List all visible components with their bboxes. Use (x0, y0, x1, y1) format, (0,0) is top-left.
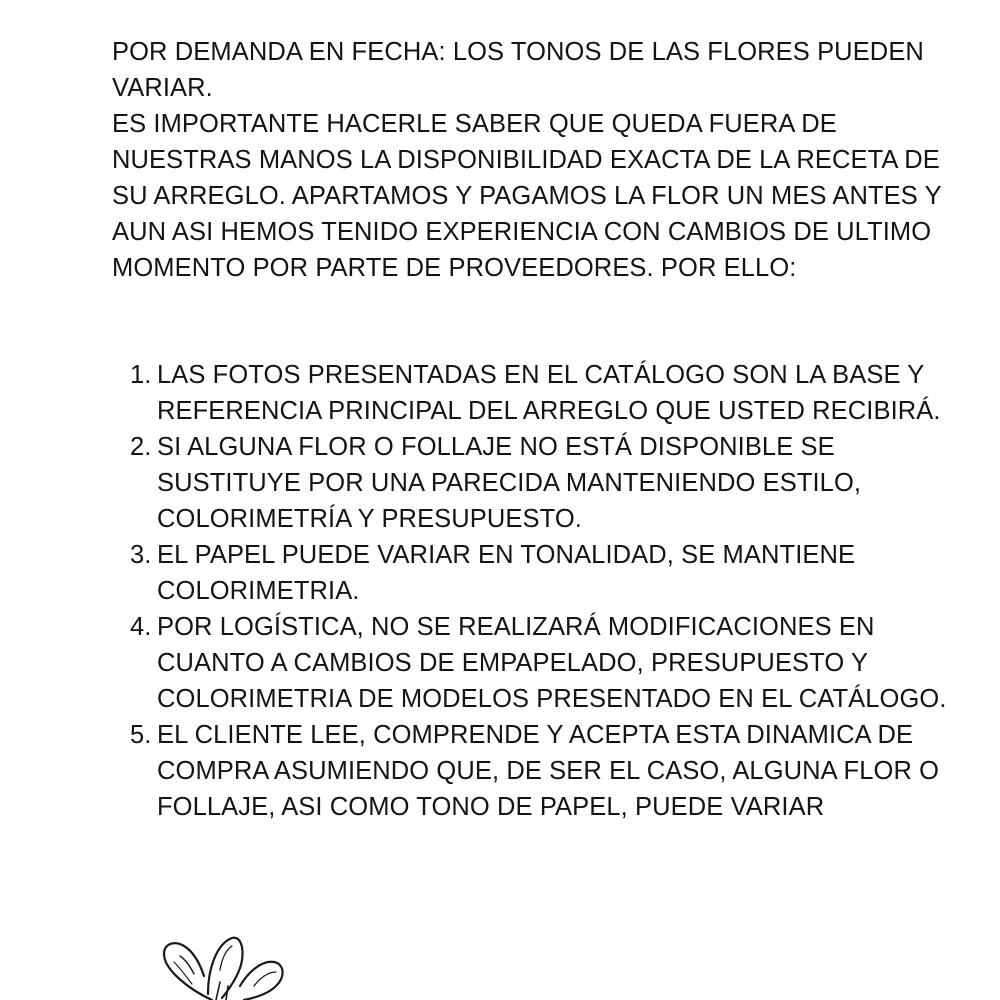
rule-item-1 (130, 357, 960, 429)
rule-text: LAS FOTOS PRESENTADAS EN EL CATÁLOGO SON LA BASE Y REFERENCIA PRINCIPAL DEL ARREGLO QUE USTED RECIBIRÁ. (157, 361, 941, 425)
rule-number: 5. (130, 721, 152, 749)
rule-item-2 (130, 429, 960, 537)
rule-item-5 (130, 717, 960, 825)
rule-item-3 (130, 537, 960, 609)
flower-line-drawing-icon (150, 930, 300, 1000)
rules-list (130, 357, 960, 825)
intro-line-2: ES IMPORTANTE HACERLE SABER QUE QUEDA FUERA DE NUESTRAS MANOS LA DISPONIBILIDAD EXACTA DE LA RECETA DE SU ARREGLO. APARTAMOS Y PAGAMOS LA FLOR UN MES ANTES Y AUN ASI HEMOS TENIDO EXPERIENCIA CON CAMBIOS DE ULTIMO MOMENTO POR PARTE DE PROVEEDORES. POR ELLO: (112, 110, 942, 282)
rule-text: POR LOGÍSTICA, NO SE REALIZARÁ MODIFICACIONES EN CUANTO A CAMBIOS DE EMPAPELADO, PRESUPUESTO Y COLORIMETRIA DE MODELOS PRESENTADO EN EL CATÁLOGO. (157, 613, 947, 713)
intro-text (112, 34, 952, 286)
rule-number: 2. (130, 433, 152, 461)
intro-line-1: POR DEMANDA EN FECHA: LOS TONOS DE LAS FLORES PUEDEN VARIAR. (112, 38, 924, 102)
rule-number: 3. (130, 541, 152, 569)
rule-text: SI ALGUNA FLOR O FOLLAJE NO ESTÁ DISPONIBLE SE SUSTITUYE POR UNA PARECIDA MANTENIENDO ESTILO, COLORIMETRÍA Y PRESUPUESTO. (157, 433, 862, 533)
rule-number: 4. (130, 613, 152, 641)
rule-text: EL PAPEL PUEDE VARIAR EN TONALIDAD, SE MANTIENE COLORIMETRIA. (157, 541, 856, 605)
rule-text: EL CLIENTE LEE, COMPRENDE Y ACEPTA ESTA DINAMICA DE COMPRA ASUMIENDO QUE, DE SER EL CASO, ALGUNA FLOR O FOLLAJE, ASI COMO TONO DE PAPEL, PUEDE VARIAR (157, 721, 940, 821)
rule-item-4 (130, 609, 960, 717)
rule-number: 1. (130, 361, 152, 389)
